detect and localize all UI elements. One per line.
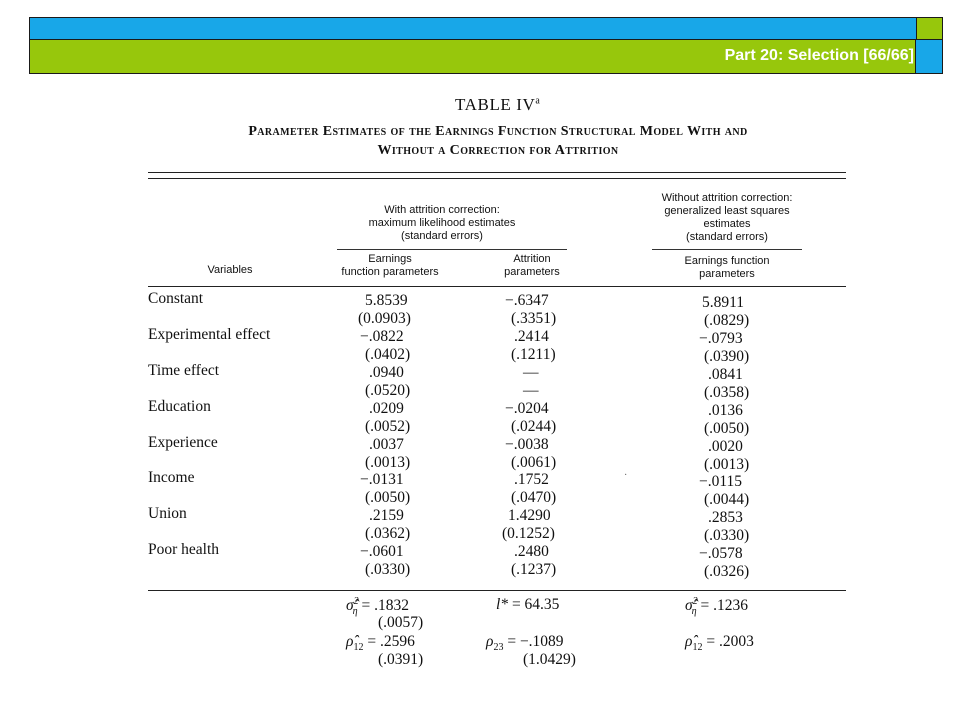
table-caption-text: TABLE IV bbox=[455, 95, 536, 114]
with-correction-header bbox=[337, 204, 547, 243]
variable-label-constant: Constant bbox=[148, 290, 204, 307]
rho23-symbol: ρ bbox=[486, 633, 494, 650]
without-correction-underline bbox=[652, 249, 802, 250]
table-heading-line-1: Parameter Estimates of the Earnings Function Structural Model With and bbox=[248, 124, 748, 139]
earn-poor-health-se: (.0330) bbox=[365, 561, 411, 578]
without-earnings-params-header-line-2: parameters bbox=[699, 268, 755, 280]
loglik-value: = 64.35 bbox=[508, 596, 560, 613]
gls-experience: .0020 bbox=[708, 438, 743, 455]
attr-experience-se: (.0061) bbox=[511, 454, 557, 471]
gls-rho12-stat bbox=[685, 633, 754, 653]
with-rho12-se: (.0391) bbox=[378, 651, 424, 668]
earn-union: .2159 bbox=[369, 507, 404, 524]
attr-poor-health: .2480 bbox=[514, 543, 549, 560]
attrition-params-header-line-2: parameters bbox=[504, 266, 560, 278]
scan-speck: · bbox=[624, 470, 628, 481]
earn-poor-health: −.0601 bbox=[360, 543, 404, 560]
with-correction-header-line-2: maximum likelihood estimates bbox=[368, 217, 516, 229]
gls-rho12-symbol: ρ̂ bbox=[685, 633, 693, 650]
slide-header-banner bbox=[29, 17, 943, 74]
banner-blue-corner bbox=[916, 40, 942, 73]
rho23-se: (1.0429) bbox=[523, 651, 576, 668]
attr-time-effect-se: — bbox=[523, 382, 539, 399]
variable-label-experience: Experience bbox=[148, 434, 218, 451]
earnings-params-header-line-1: Earnings bbox=[368, 253, 412, 265]
gls-rho12-value: = .2003 bbox=[702, 633, 754, 650]
gls-experience-se: (.0013) bbox=[704, 456, 750, 473]
banner-green-corner bbox=[916, 18, 942, 40]
gls-rho12-sub: 12 bbox=[692, 642, 703, 654]
loglik-stat bbox=[496, 596, 559, 614]
earn-constant: 5.8539 bbox=[365, 292, 408, 309]
rho23-value: = −.1089 bbox=[503, 633, 564, 650]
attr-poor-health-se: (.1237) bbox=[511, 561, 557, 578]
gls-education: .0136 bbox=[708, 402, 743, 419]
gls-sigma-value: = .1236 bbox=[696, 597, 748, 615]
variable-label-poor-health: Poor health bbox=[148, 541, 220, 558]
without-earnings-params-header-line-1: Earnings function bbox=[684, 255, 770, 267]
top-double-rule-1 bbox=[148, 172, 846, 173]
earn-experience-se: (.0013) bbox=[365, 454, 411, 471]
attr-union-se: (0.1252) bbox=[502, 525, 555, 542]
slide-title: Part 20: Selection [66/66] bbox=[724, 47, 914, 64]
with-rho12-symbol: ρ̂ bbox=[346, 633, 354, 650]
attr-constant: −.6347 bbox=[505, 292, 549, 309]
earn-time-effect-se: (.0520) bbox=[365, 382, 411, 399]
gls-union: .2853 bbox=[708, 509, 743, 526]
attr-income-se: (.0470) bbox=[511, 489, 557, 506]
gls-income-se: (.0044) bbox=[704, 491, 750, 508]
variable-label-time-effect: Time effect bbox=[148, 362, 220, 379]
without-correction-header-line-1: Without attrition correction: bbox=[661, 192, 793, 204]
gls-time-effect-se: (.0358) bbox=[704, 384, 750, 401]
with-rho12-sub: 12 bbox=[353, 642, 364, 654]
attr-time-effect: — bbox=[523, 364, 539, 381]
earn-income: −.0131 bbox=[360, 471, 404, 488]
gls-time-effect: .0841 bbox=[708, 366, 743, 383]
gls-poor-health: −.0578 bbox=[699, 545, 743, 562]
gls-poor-health-se: (.0326) bbox=[704, 563, 750, 580]
earn-experimental-effect: −.0822 bbox=[360, 328, 404, 345]
gls-experimental-effect-se: (.0390) bbox=[704, 348, 750, 365]
earnings-params-header bbox=[330, 253, 450, 279]
without-correction-header-line-3: estimates bbox=[703, 218, 751, 230]
header-bottom-rule bbox=[148, 286, 846, 287]
banner-blue-bar bbox=[30, 18, 916, 40]
gls-income: −.0115 bbox=[699, 473, 743, 490]
attr-constant-se: (.3351) bbox=[511, 310, 557, 327]
attr-experience: −.0038 bbox=[505, 436, 549, 453]
gls-union-se: (.0330) bbox=[704, 527, 750, 544]
with-sigma-sup: 2 bbox=[353, 596, 359, 607]
variable-label-union: Union bbox=[148, 505, 187, 522]
without-earnings-params-header bbox=[662, 255, 792, 281]
earn-union-se: (.0362) bbox=[365, 525, 411, 542]
gls-sigma-sub: η bbox=[691, 606, 697, 618]
with-sigma-symbol: σ̂ bbox=[346, 597, 354, 615]
without-correction-header-line-4: (standard errors) bbox=[686, 231, 768, 243]
earnings-params-header-line-2: function parameters bbox=[341, 266, 439, 278]
loglik-symbol: l* bbox=[496, 596, 509, 613]
gls-constant-se: (.0829) bbox=[704, 312, 750, 329]
with-rho12-value: = .2596 bbox=[363, 633, 415, 650]
without-correction-header-line-2: generalized least squares bbox=[664, 205, 790, 217]
gls-experimental-effect: −.0793 bbox=[699, 330, 743, 347]
gls-sigma-sup: 2 bbox=[692, 596, 698, 607]
attr-experimental-effect: .2414 bbox=[514, 328, 549, 345]
with-sigma-value: = .1832 bbox=[357, 597, 409, 615]
attr-education-se: (.0244) bbox=[511, 418, 557, 435]
table-caption-footnote-mark: a bbox=[535, 95, 541, 107]
attrition-params-header bbox=[492, 253, 572, 279]
variable-label-experimental-effect: Experimental effect bbox=[148, 326, 271, 343]
with-correction-underline bbox=[337, 249, 567, 250]
attr-education: −.0204 bbox=[505, 400, 549, 417]
attr-income: .1752 bbox=[514, 471, 549, 488]
attrition-params-header-line-1: Attrition bbox=[513, 253, 551, 265]
attr-experimental-effect-se: (.1211) bbox=[511, 346, 556, 363]
without-correction-header bbox=[637, 192, 817, 244]
with-correction-header-line-3: (standard errors) bbox=[401, 230, 483, 242]
variable-label-education: Education bbox=[148, 398, 211, 415]
earn-experimental-effect-se: (.0402) bbox=[365, 346, 411, 363]
table-heading-line-2: Without a Correction for Attrition bbox=[377, 143, 619, 158]
top-double-rule-2 bbox=[148, 178, 846, 179]
earn-income-se: (.0050) bbox=[365, 489, 411, 506]
gls-sigma-stat bbox=[685, 596, 748, 617]
variable-label-income: Income bbox=[148, 469, 195, 486]
with-correction-header-line-1: With attrition correction: bbox=[384, 204, 500, 216]
attr-union: 1.4290 bbox=[508, 507, 551, 524]
gls-education-se: (.0050) bbox=[704, 420, 750, 437]
gls-sigma-symbol: σ̂ bbox=[685, 597, 693, 615]
with-sigma-sub: η bbox=[352, 606, 358, 618]
gls-constant: 5.8911 bbox=[702, 294, 745, 311]
with-sigma-se: (.0057) bbox=[378, 614, 424, 631]
earn-education: .0209 bbox=[369, 400, 404, 417]
earn-experience: .0037 bbox=[369, 436, 404, 453]
rho23-sub: 23 bbox=[493, 642, 504, 654]
table-bottom-rule bbox=[148, 590, 846, 591]
earn-time-effect: .0940 bbox=[369, 364, 404, 381]
earn-education-se: (.0052) bbox=[365, 418, 411, 435]
table-caption bbox=[455, 95, 540, 115]
variables-header: Variables bbox=[207, 264, 253, 276]
earn-constant-se: (0.0903) bbox=[358, 310, 411, 327]
